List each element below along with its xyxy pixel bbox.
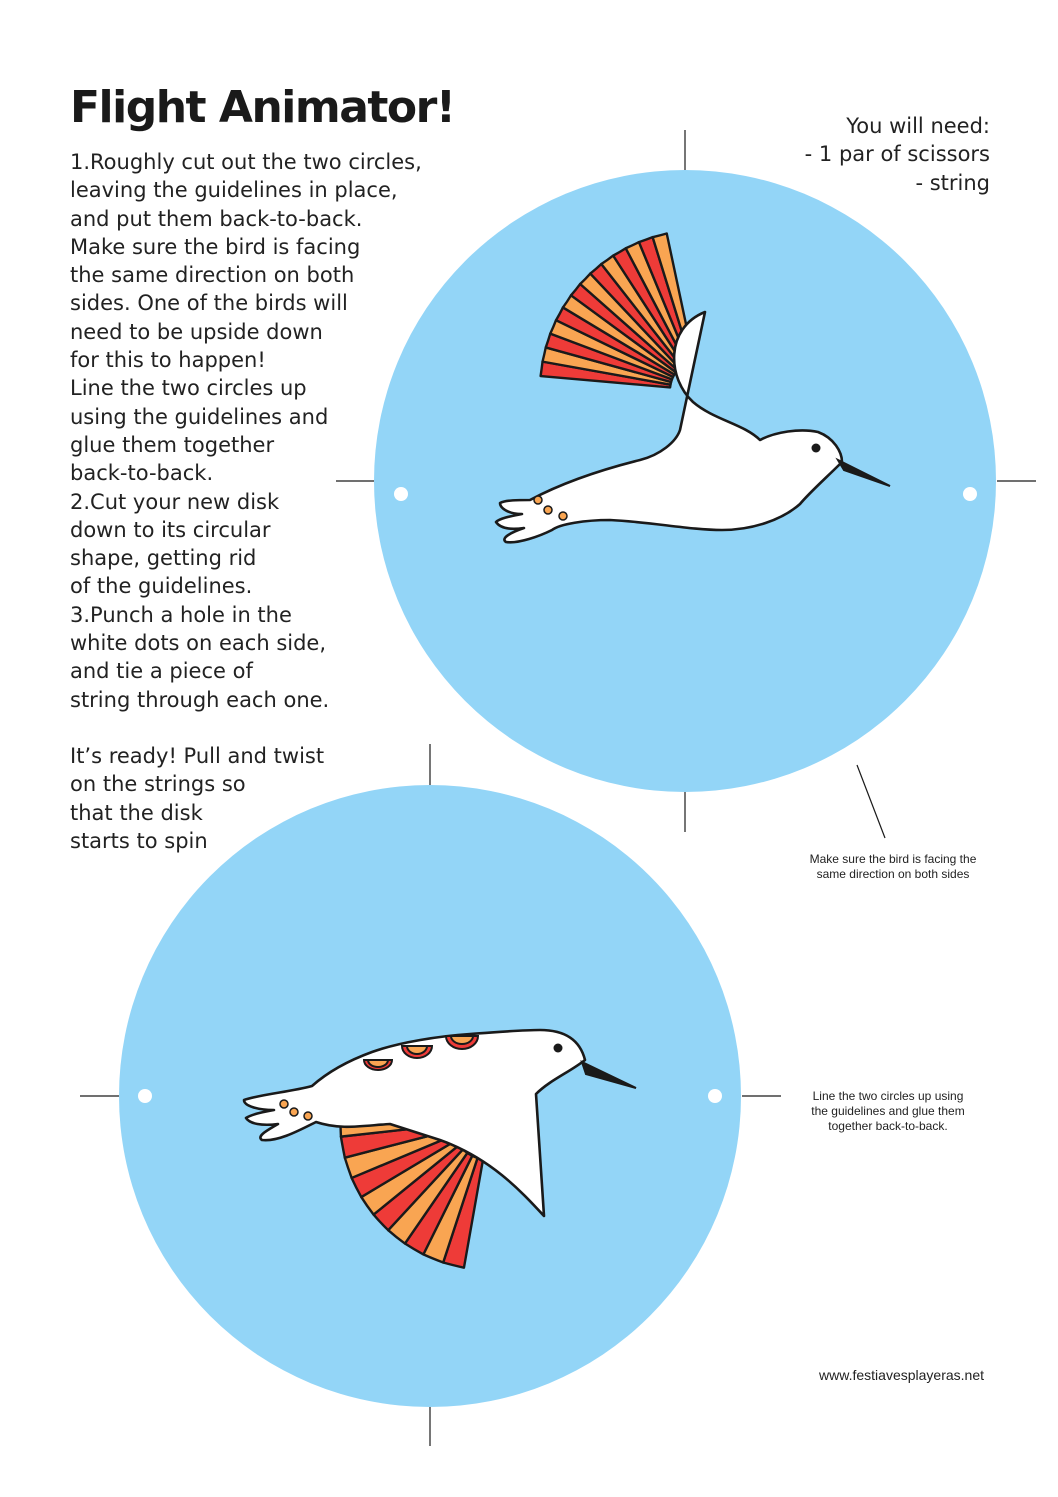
instruction-line: for this to happen! [70, 348, 266, 373]
closing-line: on the strings so [70, 772, 246, 797]
instruction-line: need to be upside down [70, 319, 323, 344]
instruction-line: and tie a piece of [70, 659, 253, 684]
instruction-line: glue them together [70, 432, 275, 457]
instruction-line: and put them back-to-back. [70, 206, 363, 231]
top-bird-eye [812, 444, 821, 453]
instruction-line: down to its circular [70, 517, 271, 542]
instruction-line: of the guidelines. [70, 574, 253, 599]
page-title: Flight Animator! [70, 82, 455, 133]
note-align-circles [788, 1089, 988, 1134]
instruction-line: 3.Punch a hole in the [70, 602, 292, 627]
supplies-heading: You will need: [846, 114, 990, 138]
instruction-line: 1.Roughly cut out the two circles, [70, 150, 422, 174]
top-disk-left-hole [394, 487, 408, 501]
instruction-line: back-to-back. [70, 461, 214, 486]
pointer-line [857, 765, 885, 838]
bottom-disk-right-hole [708, 1089, 722, 1103]
supplies-item: - 1 par of scissors [804, 142, 990, 167]
instruction-line: Make sure the bird is facing [70, 234, 361, 259]
instruction-line: leaving the guidelines in place, [70, 178, 398, 203]
note-line: Make sure the bird is facing the [809, 852, 977, 866]
instruction-line: sides. One of the birds will [70, 291, 348, 316]
note-line: same direction on both sides [816, 867, 970, 881]
instruction-line: shape, getting rid [70, 546, 257, 571]
closing-line: It’s ready! Pull and twist [70, 743, 325, 768]
closing-line: starts to spin [70, 828, 208, 853]
instruction-line: the same direction on both [70, 263, 355, 288]
bottom-disk-left-hole [138, 1089, 152, 1103]
supplies-item: - string [915, 170, 990, 195]
instruction-line: using the guidelines and [70, 404, 329, 429]
note-line: together back-to-back. [828, 1119, 948, 1133]
instruction-line: Line the two circles up [70, 376, 307, 401]
note-line: the guidelines and glue them [811, 1104, 965, 1118]
bottom-bird-eye [554, 1044, 563, 1053]
closing-line: that the disk [70, 800, 203, 825]
instruction-line: 2.Cut your new disk [70, 489, 280, 514]
note-facing-direction [788, 852, 998, 882]
note-line: Line the two circles up using [812, 1089, 964, 1103]
instruction-line: white dots on each side, [70, 631, 327, 656]
website-url: www.festiavesplayeras.net [819, 1367, 984, 1383]
instruction-line: string through each one. [70, 687, 330, 712]
top-disk-right-hole [963, 487, 977, 501]
